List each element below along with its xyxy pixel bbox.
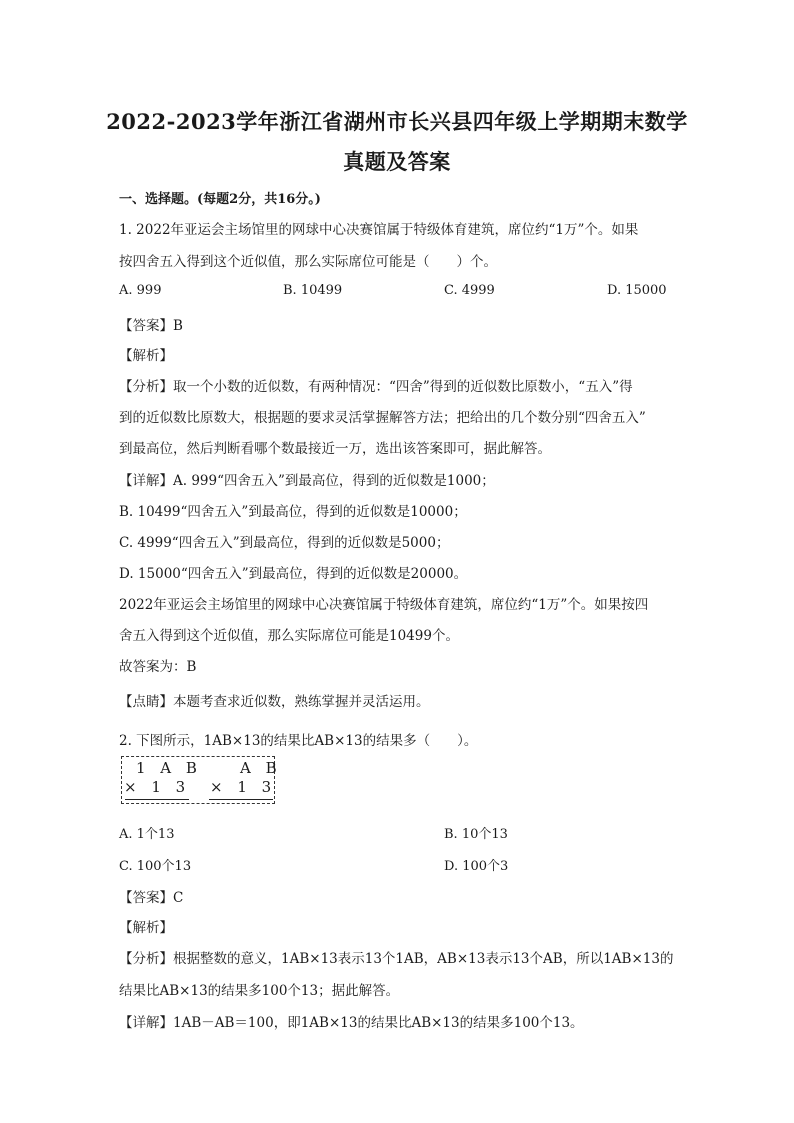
q1-fenxi-line1: 【分析】取一个小数的近似数，有两种情况：“四舍”得到的近似数比原数小，“五入”得 [119, 379, 633, 395]
q1-conclusion: 故答案为：B [119, 659, 197, 675]
q1-xiangjie-line1: 【详解】A. 999“四舍五入”到最高位，得到的近似数是1000； [119, 473, 495, 489]
q2-fenxi-line2: 结果比AB×13的结果多100个13；据此解答。 [119, 983, 400, 999]
q1-xiangjie-line4: D. 15000“四舍五入”到最高位，得到的近似数是20000。 [119, 566, 468, 582]
figure-left-underline [125, 799, 189, 800]
figure-right-underline [209, 799, 273, 800]
section-heading: 一、选择题。(每题2分，共16分。) [119, 192, 321, 207]
q2-stem: 2. 下图所示，1AB×13的结果比AB×13的结果多（ ）。 [119, 733, 478, 749]
figure-right-multiplicand: A B [240, 759, 282, 777]
q1-stem-line1: 1. 2022年亚运会主场馆里的网球中心决赛馆属于特级体育建筑，席位约“1万”个。如果 [119, 222, 639, 238]
vertical-multiplication-figure [121, 756, 282, 804]
q1-fenxi-line3: 到最高位，然后判断看哪个数最接近一万，选出该答案即可，据此解答。 [119, 441, 551, 457]
q1-option-c: C. 4999 [444, 283, 495, 298]
document-title-line1: 2022-2023学年浙江省湖州市长兴县四年级上学期期末数学 [106, 109, 688, 134]
q1-stem-line2: 按四舍五入得到这个近似值，那么实际席位可能是（ ）个。 [119, 254, 497, 270]
q1-analysis-heading: 【解析】 [119, 348, 173, 364]
q1-option-d: D. 15000 [607, 283, 667, 298]
q2-option-d: D. 100个3 [444, 859, 509, 874]
q1-xiangjie-line3: C. 4999“四舍五入”到最高位，得到的近似数是5000； [119, 535, 450, 551]
figure-right-multiplier: × 1 3 [210, 778, 277, 796]
q1-summary-line1: 2022年亚运会主场馆里的网球中心决赛馆属于特级体育建筑，席位约“1万”个。如果按四 [119, 597, 649, 613]
q2-xiangjie: 【详解】1AB－AB＝100，即1AB×13的结果比AB×13的结果多100个13。 [119, 1015, 584, 1031]
q2-option-a: A. 1个13 [119, 827, 175, 842]
q2-fenxi-line1: 【分析】根据整数的意义，1AB×13表示13个1AB，AB×13表示13个AB，所以1AB×13的 [119, 951, 674, 967]
q1-summary-line2: 舍五入得到这个近似值，那么实际席位可能是10499个。 [119, 628, 459, 644]
q1-option-b: B. 10499 [283, 283, 343, 298]
q1-option-a: A. 999 [119, 283, 162, 298]
q2-option-b: B. 10个13 [444, 827, 508, 842]
q2-answer: 【答案】C [119, 890, 184, 906]
q1-dianjing: 【点睛】本题考查求近似数，熟练掌握并灵活运用。 [119, 694, 430, 710]
figure-left-multiplier: × 1 3 [124, 778, 191, 796]
q1-xiangjie-line2: B. 10499“四舍五入”到最高位，得到的近似数是10000； [119, 504, 467, 520]
q1-fenxi-line2: 到的近似数比原数大，根据题的要求灵活掌握解答方法；把给出的几个数分别“四舍五入” [119, 410, 646, 426]
q1-answer: 【答案】B [119, 318, 183, 334]
q2-option-c: C. 100个13 [119, 859, 192, 874]
q2-analysis-heading: 【解析】 [119, 920, 173, 936]
figure-left-multiplicand: 1 A B [136, 759, 202, 777]
document-title-line2: 真题及答案 [343, 149, 451, 174]
